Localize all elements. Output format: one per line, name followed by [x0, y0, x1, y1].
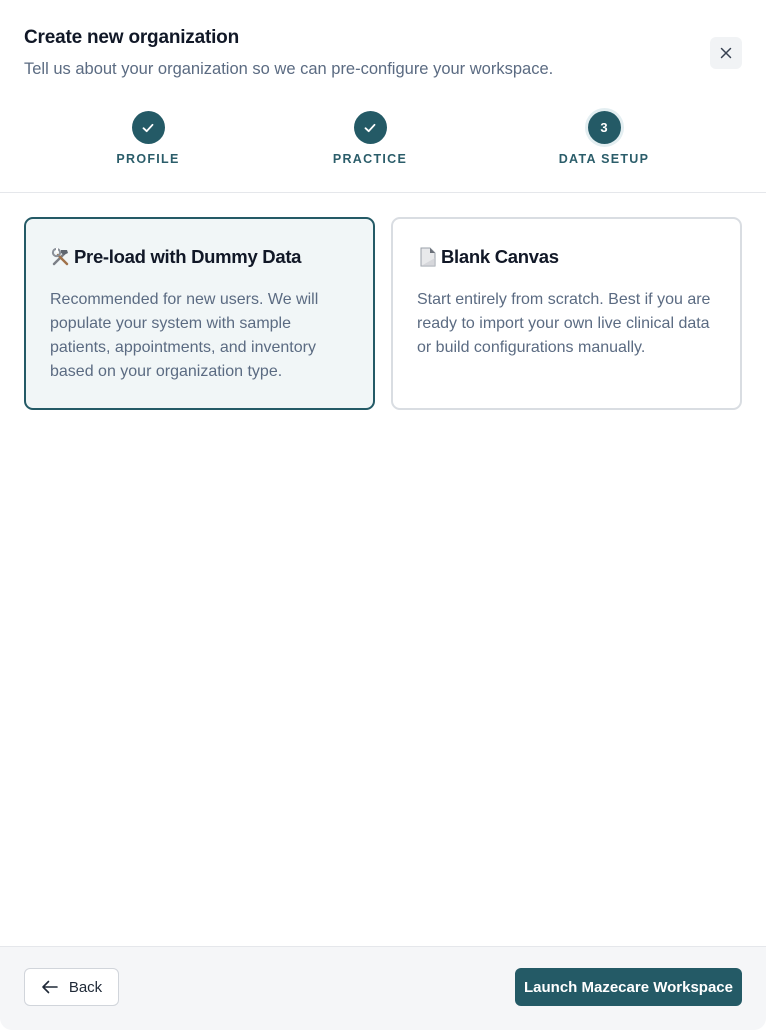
hammer-and-wrench-icon	[50, 246, 72, 268]
step-data-setup	[534, 111, 674, 166]
step-complete-indicator	[132, 111, 165, 144]
step-current-indicator: 3	[588, 111, 621, 144]
card-title-text: Pre-load with Dummy Data	[74, 246, 302, 267]
dialog-footer	[0, 946, 766, 1030]
step-profile	[78, 111, 218, 166]
back-button[interactable]	[24, 968, 119, 1006]
dialog-content	[0, 193, 766, 946]
dialog-header	[0, 0, 766, 193]
step-label-data-setup: DATA SETUP	[558, 152, 650, 166]
document-icon	[417, 246, 439, 268]
close-icon	[720, 47, 732, 59]
dialog-title: Create new organization	[24, 27, 239, 48]
option-card-blank-canvas[interactable]	[391, 217, 742, 410]
step-practice	[300, 111, 440, 166]
step-label-practice: PRACTICE	[332, 152, 408, 166]
check-icon	[141, 121, 155, 135]
card-title-text: Blank Canvas	[441, 246, 559, 267]
card-title	[50, 246, 349, 268]
option-card-dummy-data[interactable]	[24, 217, 375, 410]
card-title	[417, 246, 716, 268]
step-complete-indicator	[354, 111, 387, 144]
launch-workspace-button[interactable]: Launch Mazecare Workspace	[515, 968, 742, 1006]
arrow-left-icon	[41, 980, 59, 994]
close-button[interactable]	[710, 37, 742, 69]
card-description: Start entirely from scratch. Best if you are ready to import your own live clinical data or build configurations manually.	[417, 291, 711, 356]
step-label-profile: PROFILE	[116, 152, 180, 166]
dialog-subtitle: Tell us about your organization so we can pre-configure your workspace.	[24, 60, 554, 78]
card-description: Recommended for new users. We will populate your system with sample patients, appointments, and inventory based on your organization type.	[50, 291, 319, 380]
check-icon	[363, 121, 377, 135]
back-button-label: Back	[68, 978, 103, 996]
